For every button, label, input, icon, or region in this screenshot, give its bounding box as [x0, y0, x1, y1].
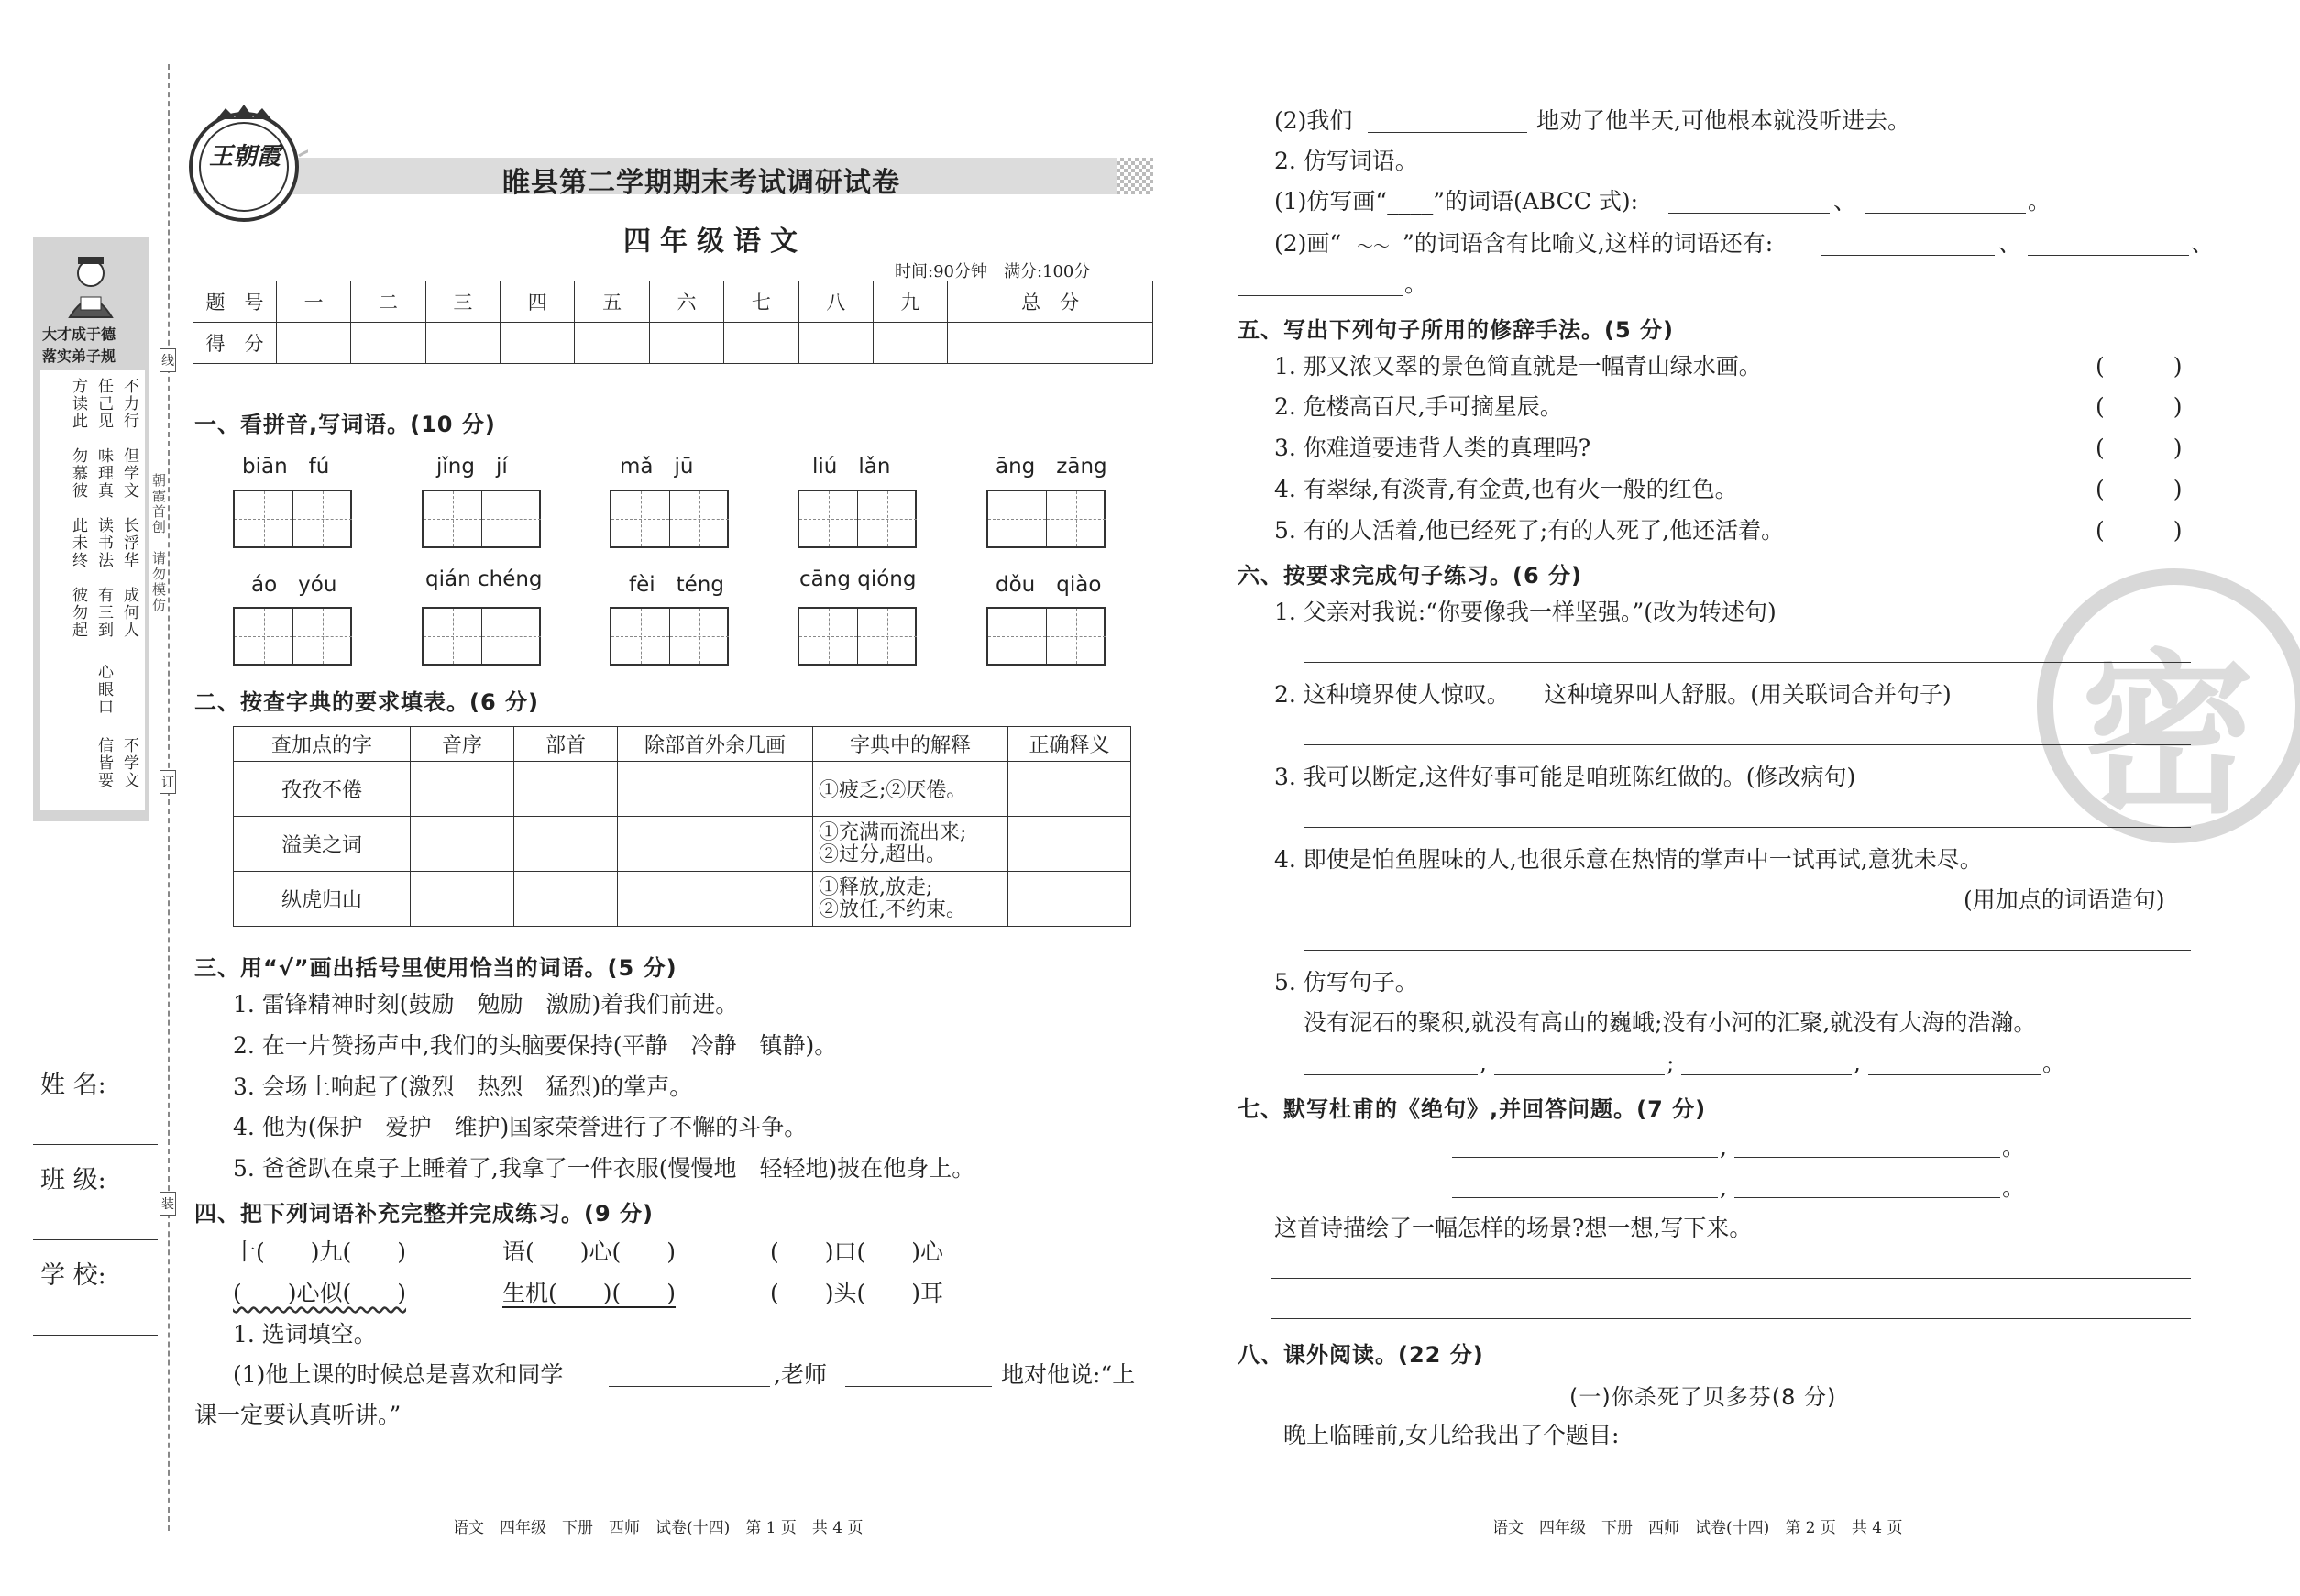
poem-period: 。: [2002, 1134, 2026, 1161]
exam-title: 睢县第二学期期末考试调研试卷: [502, 167, 900, 199]
q4-s1b-pre: (2)我们: [1274, 107, 1353, 134]
answer-paren[interactable]: ( ): [2096, 517, 2183, 544]
q3-item[interactable]: 3. 会场上响起了(激烈 热烈 猛烈)的掌声。: [233, 1073, 693, 1100]
answer-line[interactable]: [1304, 662, 2191, 663]
pinyin: fèi téng: [629, 573, 724, 597]
dict-word: 孜孜不倦: [234, 762, 411, 817]
motto-col: 任己见: [94, 378, 113, 430]
pinyin: cāng qióng: [799, 567, 917, 591]
wavy-mark: ～～: [1357, 237, 1390, 257]
school-label: 学 校:: [40, 1261, 106, 1290]
score-header: 二: [351, 281, 425, 323]
pinyin: mǎ jū: [620, 455, 694, 479]
q4-idiom[interactable]: ( )口( )心: [770, 1238, 944, 1265]
punct: 。: [2042, 1050, 2066, 1076]
score-header: 题 号: [193, 281, 277, 323]
dict-answer-cell[interactable]: [1008, 872, 1131, 927]
char-grid[interactable]: [798, 490, 917, 548]
motto-col: 信皆要: [94, 737, 113, 789]
q8-passage: 晚上临睡前,女儿给我出了个题目:: [1283, 1422, 1620, 1448]
q8-title: 八、课外阅读。(22 分): [1238, 1342, 1484, 1368]
char-grid[interactable]: [986, 490, 1106, 548]
q6-item: 3. 我可以断定,这件好事可能是咱班陈红做的。(修改病句): [1274, 764, 1856, 790]
score-header: 七: [724, 281, 798, 323]
q6-item5-text: 没有泥石的聚积,就没有高山的巍峨;没有小河的汇聚,就没有大海的浩瀚。: [1304, 1009, 2037, 1036]
motto-col: 长浮华: [120, 517, 138, 569]
q5-item: 2. 危楼高百尺,手可摘星辰。: [1274, 393, 1563, 420]
q3-item[interactable]: 5. 爸爸趴在桌子上睡着了,我拿了一件衣服(慢慢地 轻轻地)披在他身上。: [233, 1155, 975, 1182]
char-grid[interactable]: [422, 490, 541, 548]
score-header: 九: [873, 281, 947, 323]
dict-answer-cell[interactable]: [1008, 817, 1131, 872]
pinyin: qián chéng: [425, 567, 543, 591]
char-grid[interactable]: [610, 490, 729, 548]
answer-line[interactable]: [609, 1386, 770, 1387]
score-cell[interactable]: [277, 323, 351, 364]
motto-col: 成何人: [120, 587, 138, 639]
punct: ,: [1480, 1050, 1487, 1076]
banner-checker: [1117, 158, 1153, 194]
answer-paren[interactable]: ( ): [2096, 476, 2183, 502]
answer-line[interactable]: [1304, 827, 2191, 828]
poem-line[interactable]: [1734, 1197, 2000, 1198]
q6-item5: 5. 仿写句子。: [1274, 969, 1418, 996]
score-cell[interactable]: [873, 323, 947, 364]
score-cell[interactable]: [948, 323, 1153, 364]
answer-line[interactable]: [1681, 1074, 1852, 1075]
scholar-icon: [53, 246, 128, 321]
answer-paren[interactable]: ( ): [2096, 393, 2183, 420]
char-grid[interactable]: [986, 607, 1106, 666]
char-grid[interactable]: [610, 607, 729, 666]
school-field[interactable]: [33, 1335, 158, 1336]
score-header: 五: [575, 281, 649, 323]
q4-s1a-mid: ,老师: [774, 1361, 827, 1388]
dict-definition: [813, 817, 1008, 872]
q4-s2a: (1)仿写画“____”的词语(ABCC 式):: [1274, 188, 1638, 215]
q7-title: 七、默写杜甫的《绝句》,并回答问题。(7 分): [1238, 1096, 1707, 1122]
motto-col: 不学文: [120, 737, 138, 789]
char-grid[interactable]: [233, 490, 352, 548]
q4-idiom[interactable]: 语( )心( ): [502, 1238, 677, 1265]
q2-title: 二、按查字典的要求填表。(6 分): [194, 689, 539, 715]
answer-line[interactable]: [845, 1386, 992, 1387]
q1-title: 一、看拼音,写词语。(10 分): [194, 412, 496, 437]
score-header: 三: [425, 281, 500, 323]
motto-col: 有三到: [94, 587, 113, 639]
q8-subtitle: (一)你杀死了贝多芬(8 分): [1569, 1384, 1837, 1410]
q5-item: 3. 你难道要违背人类的真理吗?: [1274, 435, 1591, 461]
dict-header: 除部首外余几画: [618, 727, 813, 762]
motto-col: 味理真: [94, 447, 113, 500]
dict-answer-cell[interactable]: [514, 762, 618, 817]
q6-item: 1. 父亲对我说:“你要像我一样坚强。”(改为转述句): [1274, 599, 1777, 625]
time-info: 时间:90分钟 满分:100分: [895, 262, 1091, 281]
answer-line[interactable]: [1271, 1278, 2191, 1279]
poem-period: 。: [2002, 1174, 2026, 1201]
binding-mark-line: 线: [160, 348, 176, 372]
q3-item[interactable]: 2. 在一片赞扬声中,我们的头脑要保持(平静 冷静 镇静)。: [233, 1032, 838, 1059]
footer-right: 语文 四年级 下册 西师 试卷(十四) 第 2 页 共 4 页: [1492, 1519, 1903, 1537]
q4-s1a-cont: 课一定要认真听讲。”: [194, 1402, 402, 1428]
definition-line: ①充满而流出来;: [819, 820, 967, 844]
binding-mark-install: 装: [160, 1192, 176, 1216]
score-header: 总 分: [948, 281, 1153, 323]
poem-comma: ,: [1720, 1134, 1727, 1161]
q3-item[interactable]: 1. 雷锋精神时刻(鼓励 勉励 激励)着我们前进。: [233, 991, 739, 1018]
answer-line[interactable]: [1494, 1074, 1665, 1075]
motto-1: 大才成于德: [42, 325, 116, 343]
char-grid[interactable]: [422, 607, 541, 666]
score-cell[interactable]: [351, 323, 425, 364]
answer-line[interactable]: [1238, 295, 1403, 296]
dict-header: 部首: [514, 727, 618, 762]
class-label: 班 级:: [40, 1166, 106, 1194]
dict-word: 溢美之词: [234, 817, 411, 872]
char-grid[interactable]: [798, 607, 917, 666]
pinyin: liú lǎn: [812, 455, 891, 479]
separator: 、: [1998, 230, 2022, 257]
motto-col: 心眼口: [94, 664, 113, 716]
dict-answer-cell[interactable]: [618, 762, 813, 817]
dictionary-table: [233, 726, 1131, 927]
score-header: 四: [501, 281, 575, 323]
period: 。: [1404, 270, 1428, 297]
dict-answer-cell[interactable]: [618, 817, 813, 872]
dict-header: 正确释义: [1008, 727, 1131, 762]
score-cell[interactable]: [501, 323, 575, 364]
class-field[interactable]: [33, 1239, 158, 1240]
q4-idiom[interactable]: ( )头( )耳: [770, 1280, 944, 1306]
binding-mark-order: 订: [160, 770, 176, 794]
q4-idiom[interactable]: 十( )九( ): [233, 1238, 407, 1265]
definition-line: ②过分,超出。: [819, 842, 946, 866]
score-label: 得 分: [193, 323, 277, 364]
pinyin: jǐng jí: [436, 455, 508, 479]
dict-answer-cell[interactable]: [514, 817, 618, 872]
dict-definition: [813, 762, 1008, 817]
pinyin: biān fú: [242, 455, 330, 479]
score-header: 六: [649, 281, 723, 323]
q7-question: 这首诗描绘了一幅怎样的场景?想一想,写下来。: [1274, 1215, 1753, 1241]
score-table: [193, 281, 1153, 364]
dict-answer-cell[interactable]: [514, 872, 618, 927]
q3-title: 三、用“√”画出括号里使用恰当的词语。(5 分): [194, 955, 677, 981]
answer-line[interactable]: [1304, 950, 2191, 951]
q5-item: 1. 那又浓又翠的景色简直就是一幅青山绿水画。: [1274, 353, 1762, 380]
answer-line[interactable]: [2028, 255, 2189, 256]
definition-line: ①释放,放走;: [819, 875, 933, 899]
footer-left: 语文 四年级 下册 西师 试卷(十四) 第 1 页 共 4 页: [453, 1519, 864, 1537]
separator: 、: [2191, 230, 2215, 257]
subject-title: 四年级语文: [623, 226, 807, 258]
sidebar-motto-box: [33, 237, 149, 821]
separator: 、: [1833, 188, 1857, 215]
dict-definition: [813, 872, 1008, 927]
dict-header: 查加点的字: [234, 727, 411, 762]
score-header: 一: [277, 281, 351, 323]
definition-line: ②放任,不约束。: [819, 897, 966, 921]
motto-columns: [40, 370, 145, 810]
name-field[interactable]: [33, 1144, 158, 1145]
score-cell[interactable]: [649, 323, 723, 364]
q6-title: 六、按要求完成句子练习。(6 分): [1238, 563, 1582, 589]
score-cell[interactable]: [724, 323, 798, 364]
score-header: 八: [798, 281, 873, 323]
pinyin: áo yóu: [251, 573, 337, 597]
q4-idiom-wavy[interactable]: ( )心似( ): [233, 1280, 407, 1306]
answer-line[interactable]: [1821, 255, 1995, 256]
answer-line[interactable]: [1865, 213, 2026, 214]
q4-s2b-pre: (2)画“: [1274, 230, 1342, 257]
punct: ;: [1667, 1050, 1675, 1076]
q4-s2b-post: ”的词语含有比喻义,这样的词语还有:: [1403, 230, 1774, 257]
dict-header: 音序: [411, 727, 514, 762]
binding-fold-line: [168, 64, 170, 1531]
pinyin: dǒu qiào: [996, 573, 1102, 597]
dict-answer-cell[interactable]: [411, 872, 514, 927]
motto-col: 方读此: [69, 378, 87, 430]
poem-line[interactable]: [1452, 1197, 1718, 1198]
answer-line[interactable]: [1304, 744, 2191, 745]
punct: ,: [1854, 1050, 1861, 1076]
q6-item: 4. 即使是怕鱼腥味的人,也很乐意在热情的掌声中一试再试,意犹未尽。: [1274, 846, 1983, 873]
poem-comma: ,: [1720, 1174, 1727, 1201]
q5-item: 5. 有的人活着,他已经死了;有的人死了,他还活着。: [1274, 517, 1785, 544]
motto-col: 不力行: [120, 378, 138, 430]
answer-line[interactable]: [1668, 213, 1830, 214]
motto-col: 但学文: [120, 447, 138, 500]
char-grid[interactable]: [233, 607, 352, 666]
dict-answer-cell[interactable]: [618, 872, 813, 927]
dict-answer-cell[interactable]: [1008, 762, 1131, 817]
poem-line[interactable]: [1452, 1157, 1718, 1158]
answer-paren[interactable]: ( ): [2096, 435, 2183, 461]
q5-title: 五、写出下列句子所用的修辞手法。(5 分): [1238, 317, 1674, 343]
q4-s1a-post: 地对他说:“上: [1001, 1361, 1136, 1388]
poem-line[interactable]: [1734, 1157, 2000, 1158]
q4-idiom-underlined[interactable]: 生机( )( ): [502, 1280, 677, 1306]
answer-line[interactable]: [1304, 1074, 1478, 1075]
q6-item: 2. 这种境界使人惊叹。 这种境界叫人舒服。(用关联词合并句子): [1274, 681, 1952, 708]
definition-line: ①疲乏;②厌倦。: [819, 779, 967, 802]
score-cell[interactable]: [425, 323, 500, 364]
q4-sub1: 1. 选词填空。: [233, 1321, 377, 1348]
answer-line[interactable]: [1868, 1074, 2041, 1075]
motto-col: 彼勿起: [69, 587, 87, 639]
watermark-text: 密: [2081, 633, 2256, 837]
q4-s1a-pre: (1)他上课的时候总是喜欢和同学: [233, 1361, 564, 1388]
motto-2: 落实弟子规: [42, 347, 116, 365]
name-label: 姓 名:: [40, 1071, 106, 1099]
answer-line[interactable]: [1368, 132, 1527, 133]
dict-word: 纵虎归山: [234, 872, 411, 927]
motto-col: 勿慕彼: [69, 447, 87, 500]
motto-col: 读书法: [94, 517, 113, 569]
dict-header: 字典中的解释: [813, 727, 1008, 762]
q4-sub2: 2. 仿写词语。: [1274, 148, 1418, 174]
motto-col: 此未终: [69, 517, 87, 569]
score-cell[interactable]: [575, 323, 649, 364]
logo-text: 王朝霞: [209, 143, 281, 171]
dict-answer-cell[interactable]: [411, 817, 514, 872]
q3-item[interactable]: 4. 他为(保护 爱护 维护)国家荣誉进行了不懈的斗争。: [233, 1114, 808, 1140]
dict-answer-cell[interactable]: [411, 762, 514, 817]
answer-paren[interactable]: ( ): [2096, 353, 2183, 380]
q6-note: (用加点的词语造句): [1964, 886, 2165, 913]
q5-item: 4. 有翠绿,有淡青,有金黄,也有火一般的红色。: [1274, 476, 1738, 502]
period: 。: [2028, 188, 2052, 215]
anti-copy-note: 朝霞首创 请勿模仿: [150, 473, 167, 613]
q4-title: 四、把下列词语补充完整并完成练习。(9 分): [194, 1201, 654, 1227]
score-cell[interactable]: [798, 323, 873, 364]
answer-line[interactable]: [1271, 1318, 2191, 1319]
pinyin: āng zāng: [996, 455, 1107, 479]
q4-s1b-post: 地劝了他半天,可他根本就没听进去。: [1536, 107, 1910, 134]
